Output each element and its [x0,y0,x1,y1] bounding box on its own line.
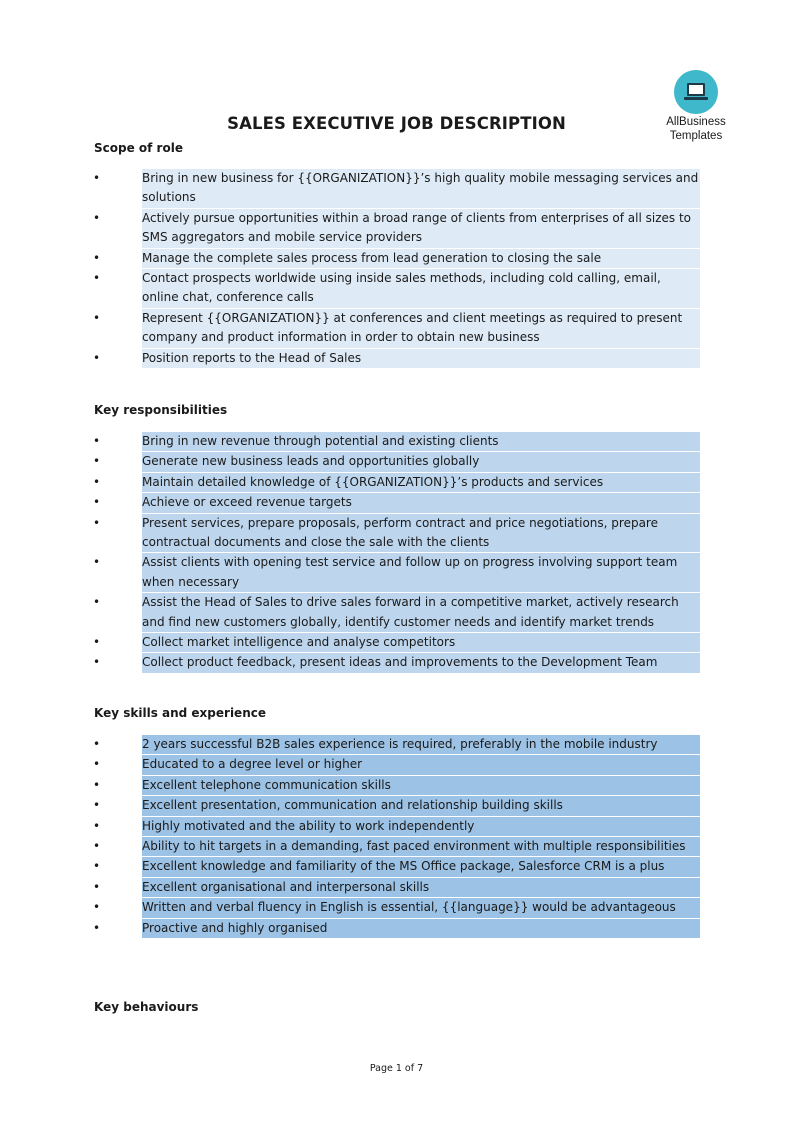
list-item-text: Written and verbal fluency in English is essential, {{language}} would be advantageous [142,898,700,918]
list-item [0,514,793,554]
list-item [0,249,793,269]
list-item [0,898,793,918]
bullet: • [93,595,101,610]
bullet: • [93,777,101,792]
bullet: • [93,474,101,489]
bullet: • [93,555,101,570]
bullet: • [93,434,101,448]
list-item-text: Excellent presentation, communication and relationship building skills [142,796,700,816]
list-item [0,735,793,755]
page-number: Page 1 of 7 [369,1063,424,1074]
list-item-text: Manage the complete sales process from lead generation to closing the sale [142,249,700,269]
skills-list [0,735,793,939]
logo-text-line1: AllBusiness [666,116,726,128]
list-item [0,349,793,369]
bullet: • [93,635,101,650]
list-item [0,796,793,816]
bullet: • [93,210,101,225]
logo-text-line2: Templates [669,130,723,142]
list-item-text: Bring in new business for {{ORGANIZATION}}’s high quality mobile messaging services and solutions [142,169,700,209]
list-item [0,269,793,309]
list-item-text: Achieve or exceed revenue targets [142,493,700,513]
list-item-text: Ability to hit targets in a demanding, fast paced environment with multiple responsibilities [142,837,700,857]
list-item [0,493,793,513]
list-item-text: Collect market intelligence and analyse competitors [142,633,700,653]
list-item-text: Highly motivated and the ability to work independently [142,817,700,837]
scope-list [0,169,793,369]
bullet: • [93,818,101,833]
list-item-text: Maintain detailed knowledge of {{ORGANIZATION}}’s products and services [142,473,700,493]
heading-key-skills: Key skills and experience [94,706,266,720]
bullet: • [93,900,101,915]
list-item [0,553,793,593]
bullet: • [93,515,101,530]
bullet: • [93,454,101,469]
list-item-text: Excellent knowledge and familiarity of the MS Office package, Salesforce CRM is a plus [142,857,700,877]
list-item-text: Collect product feedback, present ideas and improvements to the Development Team [142,653,700,673]
bullet: • [93,171,101,185]
document-title: SALES EXECUTIVE JOB DESCRIPTION [227,114,566,133]
heading-key-responsibilities: Key responsibilities [94,403,228,417]
bullet: • [93,798,101,813]
list-item-text: Excellent telephone communication skills [142,776,700,796]
heading-scope-of-role: Scope of role [94,141,183,155]
bullet: • [93,920,101,935]
list-item [0,878,793,898]
list-item-text: Bring in new revenue through potential and existing clients [142,432,700,452]
list-item [0,919,793,939]
laptop-icon [674,70,718,114]
list-item [0,309,793,349]
bullet: • [93,655,101,670]
bullet: • [93,879,101,894]
list-item-text: Assist clients with opening test service and follow up on progress involving support team when necessary [142,553,700,593]
list-item-text: Position reports to the Head of Sales [142,349,700,369]
list-item-text: 2 years successful B2B sales experience is required, preferably in the mobile industry [142,735,700,755]
list-item-text: Contact prospects worldwide using inside sales methods, including cold calling, email, online chat, conference calls [142,269,700,309]
heading-key-behaviours: Key behaviours [94,1000,199,1014]
list-item [0,473,793,493]
list-item [0,653,793,673]
list-item [0,432,793,452]
list-item [0,817,793,837]
list-item-text: Generate new business leads and opportunities globally [142,452,700,472]
bullet: • [93,859,101,874]
bullet: • [93,495,101,510]
list-item-text: Actively pursue opportunities within a broad range of clients from enterprises of all sizes to SMS aggregators and mobile service providers [142,209,700,249]
list-item-text: Excellent organisational and interpersonal skills [142,878,700,898]
list-item [0,452,793,472]
list-item [0,837,793,857]
list-item [0,169,793,209]
list-item [0,857,793,877]
list-item-text: Educated to a degree level or higher [142,755,700,775]
list-item [0,776,793,796]
bullet: • [93,250,101,265]
bullet: • [93,271,101,286]
list-item-text: Present services, prepare proposals, perform contract and price negotiations, prepare contractual documents and close the sale with the clients [142,514,700,554]
list-item-text: Assist the Head of Sales to drive sales forward in a competitive market, actively research and find new customers globally, identify customer needs and identify market trends [142,593,700,633]
bullet: • [93,737,101,751]
list-item [0,755,793,775]
list-item [0,209,793,249]
list-item-text: Proactive and highly organised [142,919,700,939]
responsibilities-list [0,432,793,674]
list-item [0,633,793,653]
bullet: • [93,757,101,772]
bullet: • [93,839,101,854]
bullet: • [93,350,101,365]
bullet: • [93,310,101,325]
list-item [0,593,793,633]
list-item-text: Represent {{ORGANIZATION}} at conferences and client meetings as required to present company and product information in order to obtain new business [142,309,700,349]
